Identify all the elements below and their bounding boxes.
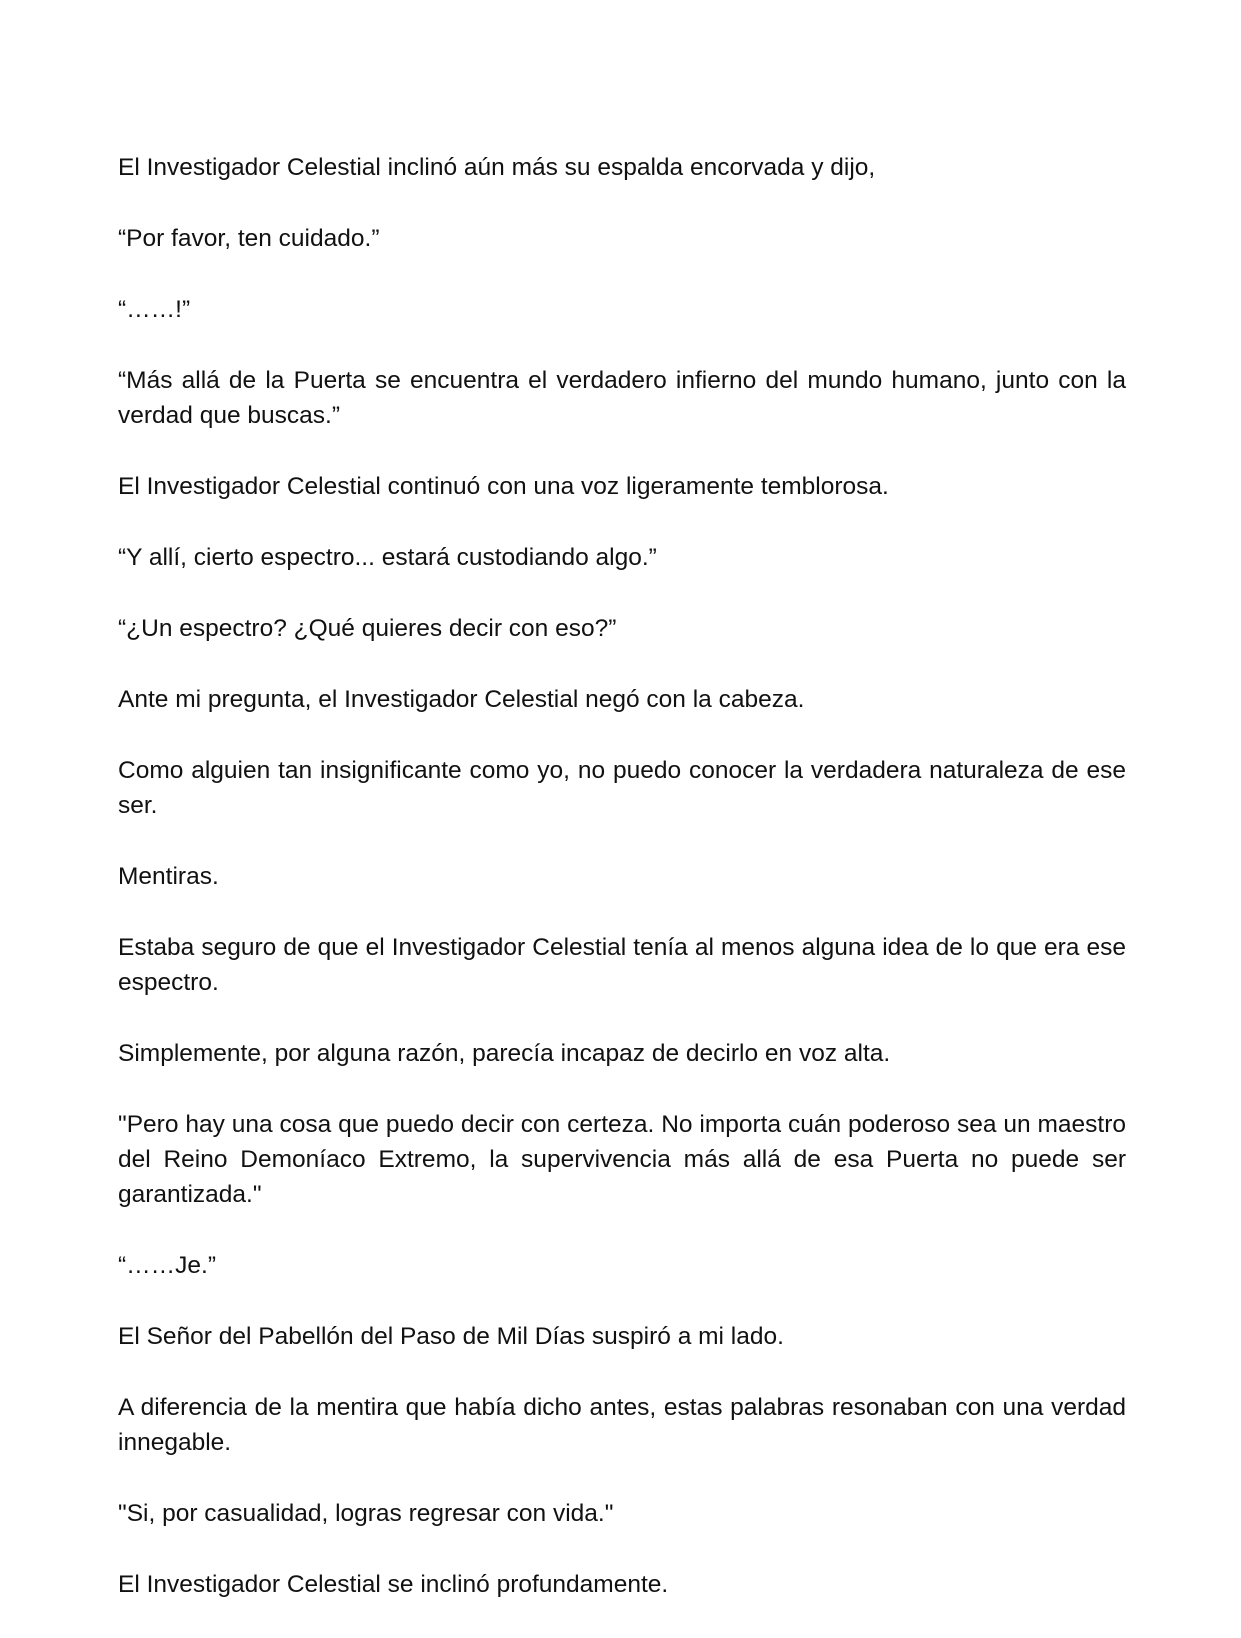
paragraph: El Investigador Celestial inclinó aún más su espalda encorvada y dijo, bbox=[118, 154, 876, 181]
paragraph: Ante mi pregunta, el Investigador Celestial negó con la cabeza. bbox=[118, 686, 805, 713]
paragraph: El Investigador Celestial se inclinó profundamente. bbox=[118, 1571, 669, 1598]
paragraph: A diferencia de la mentira que había dicho antes, estas palabras resonaban con una verdad innegable. bbox=[118, 1394, 1126, 1456]
paragraph: El Investigador Celestial continuó con una voz ligeramente temblorosa. bbox=[118, 473, 889, 500]
paragraph: "Pero hay una cosa que puedo decir con certeza. No importa cuán poderoso sea un maestro del Reino Demoníaco Extremo, la supervivencia más allá de esa Puerta no puede ser garantizada." bbox=[118, 1111, 1126, 1208]
paragraph: Estaba seguro de que el Investigador Celestial tenía al menos alguna idea de lo que era ese espectro. bbox=[118, 934, 1126, 996]
paragraph: "Si, por casualidad, logras regresar con vida." bbox=[118, 1500, 614, 1527]
paragraph: Como alguien tan insignificante como yo, no puedo conocer la verdadera naturaleza de ese ser. bbox=[118, 757, 1126, 819]
paragraph: “¿Un espectro? ¿Qué quieres decir con eso?” bbox=[118, 615, 617, 642]
paragraph: Mentiras. bbox=[118, 863, 219, 890]
paragraph: “……!” bbox=[118, 296, 191, 323]
paragraph: “Y allí, cierto espectro... estará custodiando algo.” bbox=[118, 544, 657, 571]
paragraph: “Más allá de la Puerta se encuentra el verdadero infierno del mundo humano, junto con la verdad que buscas.” bbox=[118, 367, 1126, 429]
paragraph: El Señor del Pabellón del Paso de Mil Días suspiró a mi lado. bbox=[118, 1323, 784, 1350]
paragraph: “Por favor, ten cuidado.” bbox=[118, 225, 380, 252]
paragraph: “……Je.” bbox=[118, 1252, 216, 1279]
paragraph: Simplemente, por alguna razón, parecía incapaz de decirlo en voz alta. bbox=[118, 1040, 891, 1067]
document-body bbox=[118, 150, 1126, 1638]
